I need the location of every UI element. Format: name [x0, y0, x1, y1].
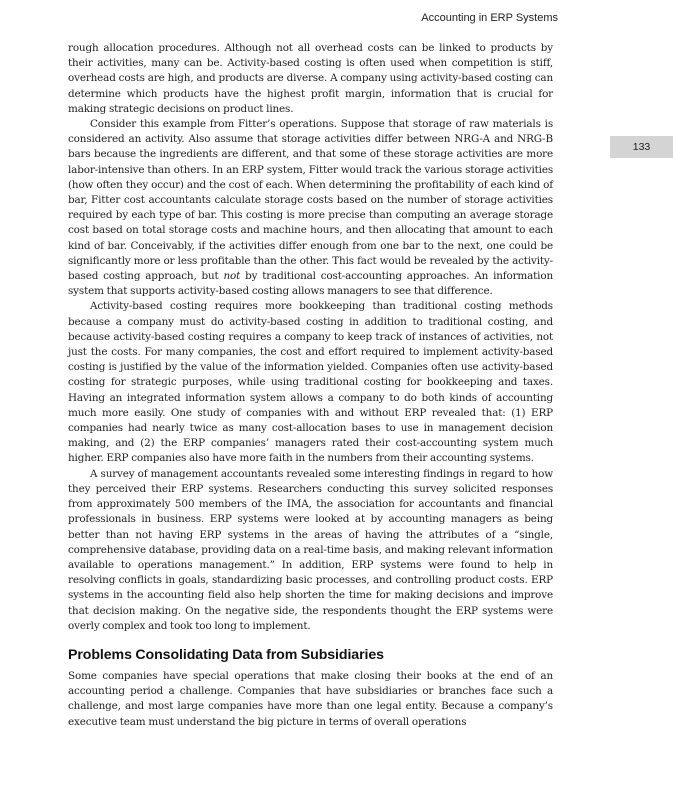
paragraph-2-text-b: by traditional cost-accounting approaches. An information system that supports activity-based costing allows managers to see that difference.: [68, 270, 553, 298]
paragraph-2: [68, 117, 553, 299]
paragraph-2-emphasis: not: [223, 270, 241, 283]
paragraph-5: Some companies have special operations that make closing their books at the end of an accounting period a challenge. Companies that have subsidiaries or branches face such a challenge, and most large companies have more than one legal entity. Because a company’s executive team must understand the big picture in terms of overall operations: [68, 669, 553, 728]
page-number-tab: [610, 136, 673, 158]
running-head-title: Accounting in ERP Systems: [421, 12, 558, 24]
page-number: 133: [632, 141, 651, 153]
section-heading: Problems Consolidating Data from Subsidiaries: [68, 646, 384, 663]
paragraph-2-text-a: Consider this example from Fitter’s operations. Suppose that storage of raw materials is considered an activity. Also assume that storage activities differ between NRG-A and NRG-B bars because the ingredients are different, and that some of these storage activities are more labor-intensive than others. In an ERP system, Fitter would track the various storage activities (how often they occur) and the cost of each. When determining the profitability of each kind of bar, Fitter cost accountants calculate storage costs based on the number of storage activities required by each type of bar. This costing is more precise than computing an average storage cost based on total storage costs and machine hours, and then allocating that amount to each kind of bar. Conceivably, if the activities differ enough from one bar to the next, one could be significantly more or less profitable than the other. This fact would be revealed by the activity-based costing approach, but: [68, 118, 553, 283]
body-text: [68, 41, 553, 730]
paragraph-3: Activity-based costing requires more bookkeeping than traditional costing methods because a company must do activity-based costing in addition to traditional costing, and because activity-based costing requires a company to keep track of instances of activities, not just the costs. For many companies, the cost and effort required to implement activity-based costing is justified by the value of the information yielded. Companies often use activity-based costing for strategic purposes, while using traditional costing for bookkeeping and taxes. Having an integrated information system allows a company to do both kinds of accounting much more easily. One study of companies with and without ERP revealed that: (1) ERP companies had nearly twice as many cost-allocation bases to use in management decision making, and (2) the ERP companies’ managers rated their cost-accounting system much higher. ERP companies also have more faith in the numbers from their accounting systems.: [68, 300, 553, 465]
paragraph-4: A survey of management accountants revealed some interesting findings in regard to how they perceived their ERP systems. Researchers conducting this survey solicited responses from approximately 500 members of the IMA, the association for accountants and financial professionals in business. ERP systems were looked at by accounting managers as being better than not having ERP systems in the areas of having the attributes of a “single, comprehensive database, providing data on a real-time basis, and making relevant information available to operations management.” In addition, ERP systems were found to help in resolving conflicts in goals, standardizing basic processes, and controlling product costs. ERP systems in the accounting field also help shorten the time for making decisions and improve that decision making. On the negative side, the respondents thought the ERP systems were overly complex and took too long to implement.: [68, 467, 553, 632]
paragraph-1: rough allocation procedures. Although not all overhead costs can be linked to products by their activities, many can be. Activity-based costing is often used when competition is stiff, overhead costs are high, and products are diverse. A company using activity-based costing can determine which products have the highest profit margin, information that is crucial for making strategic decisions on product lines.: [68, 42, 553, 115]
